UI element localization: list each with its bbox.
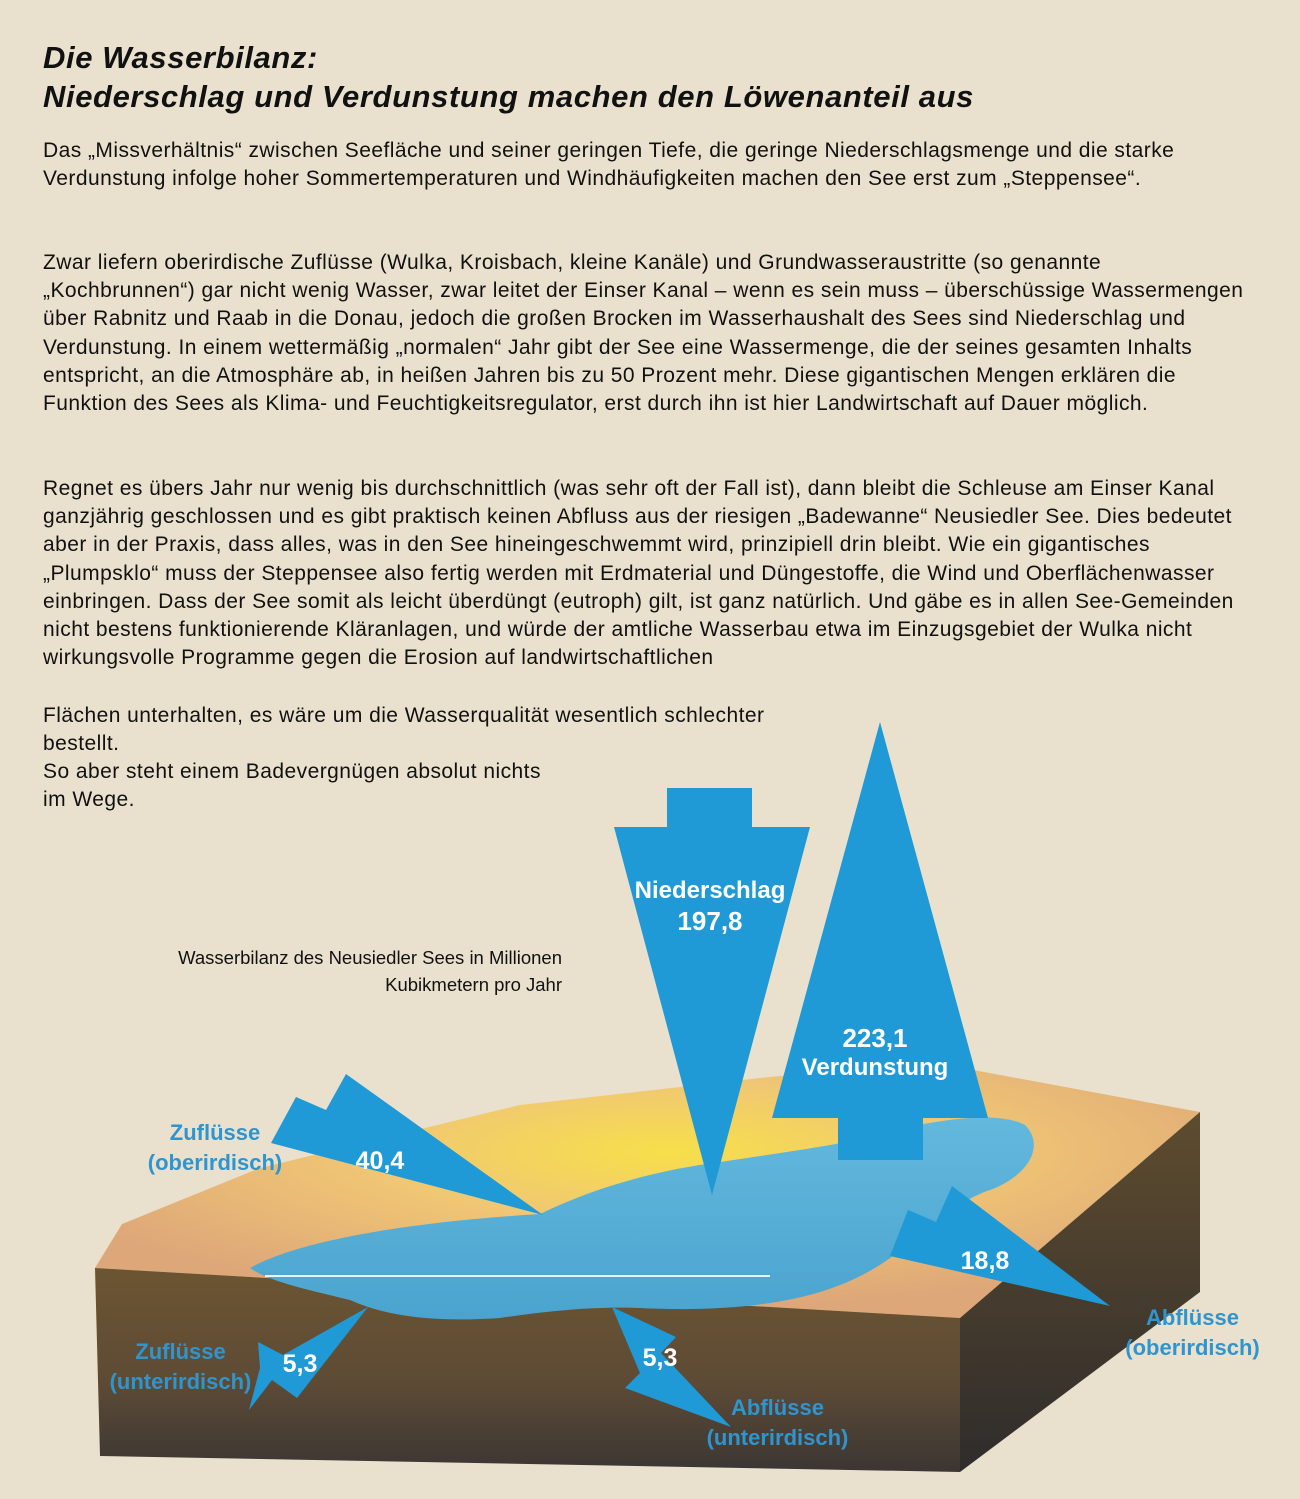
niederschlag-label xyxy=(620,876,800,936)
zufluesse-unterirdisch-label xyxy=(98,1337,263,1397)
abfluesse-oberirdisch-line-1: Abflüsse xyxy=(1146,1305,1239,1330)
paragraph-intro: Das „Missverhältnis“ zwischen Seefläche und seiner geringen Tiefe, die geringe Niederschlagsmenge und die starke Verdunstung infolge hoher Sommertemperaturen und Windhäufigkeiten machen den See erst zum „Steppensee“. xyxy=(43,139,1175,191)
zufluesse-oberirdisch-line-1: Zuflüsse xyxy=(169,1120,261,1145)
title-line-1: Die Wasserbilanz: xyxy=(43,40,318,75)
niederschlag-value: 197,8 xyxy=(677,906,743,936)
abfluesse-oberirdisch-value: 18,8 xyxy=(960,1247,1010,1275)
abfluesse-unterirdisch-label xyxy=(695,1393,860,1453)
abfluesse-unterirdisch-value: 5,3 xyxy=(642,1344,678,1372)
title-line-2: Niederschlag und Verdunstung machen den Löwenanteil aus xyxy=(43,79,975,114)
zufluesse-unterirdisch-value: 5,3 xyxy=(282,1350,318,1378)
verdunstung-arrow xyxy=(772,722,988,1160)
caption-line-1: Wasserbilanz des Neusiedler Sees in Millionen xyxy=(178,947,562,968)
verdunstung-label xyxy=(780,1023,970,1083)
paragraph-runoff: Regnet es übers Jahr nur wenig bis durchschnittlich (was sehr oft der Fall ist), dann bleibt die Schleuse am Einser Kanal ganzjährig geschlossen und es gibt praktisch keinen Abfluss aus der riesigen „Badewanne“ Neusiedler See. Dies bedeutet aber in der Praxis, dass alles, was in den See hineingeschwemmt wird, prinzipiell drin bleibt. Wie ein gigantisches „Plumpsklo“ muss der Steppensee also fertig werden mit Erdmaterial und Düngestoffe, die Wind und Oberflächenwasser einbringen. Dass der See somit als leicht überdüngt (eutroph) gilt, ist ganz natürlich. Und gäbe es in allen See-Gemeinden nicht bestens funktionierende Kläranlagen, und würde der amtliche Wasserbau etwa im Einzugsgebiet der Wulka nicht wirkungsvolle Programme gegen die Erosion auf landwirtschaftlichen xyxy=(43,477,1234,670)
abfluesse-oberirdisch-line-2: (oberirdisch) xyxy=(1125,1335,1260,1360)
verdunstung-name: Verdunstung xyxy=(801,1054,949,1081)
abfluesse-unterirdisch-line-2: (unterirdisch) xyxy=(706,1425,849,1450)
zufluesse-oberirdisch-value: 40,4 xyxy=(355,1147,405,1175)
paragraph-runoff-continued: Flächen unterhalten, es wäre um die Wasserqualität wesentlich schlechter bestellt. xyxy=(43,704,765,756)
niederschlag-name: Niederschlag xyxy=(634,877,786,904)
zufluesse-unterirdisch-line-1: Zuflüsse xyxy=(135,1339,226,1364)
caption-line-2: Kubikmetern pro Jahr xyxy=(385,974,562,995)
zufluesse-oberirdisch-label xyxy=(135,1118,295,1178)
diagram-caption xyxy=(100,944,562,998)
paragraph-closing: So aber steht einem Badevergnügen absolut nichts im Wege. xyxy=(43,760,541,812)
paragraph-water-balance: Zwar liefern oberirdische Zuflüsse (Wulka, Kroisbach, kleine Kanäle) und Grundwasseraustritte (so genannte „Kochbrunnen“) gar nicht wenig Wasser, zwar leitet der Einser Kanal – wenn es sein muss – überschüssige Wassermengen über Rabnitz und Raab in die Donau, jedoch die großen Brocken im Wasserhaushalt des Sees sind Niederschlag und Verdunstung. In einem wettermäßig „normalen“ Jahr gibt der See eine Wassermenge, die der seines gesamten Inhalts entspricht, an die Atmosphäre ab, in heißen Jahren bis zu 50 Prozent mehr. Diese gigantischen Mengen erklären die Funktion des Sees als Klima- und Feuchtigkeitsregulator, erst durch ihn ist hier Landwirtschaft auf Dauer möglich. xyxy=(43,251,1244,416)
zufluesse-unterirdisch-line-2: (unterirdisch) xyxy=(109,1369,252,1394)
abfluesse-oberirdisch-label xyxy=(1110,1303,1275,1363)
zufluesse-oberirdisch-line-2: (oberirdisch) xyxy=(147,1150,283,1175)
verdunstung-value: 223,1 xyxy=(842,1023,908,1053)
abfluesse-unterirdisch-line-1: Abflüsse xyxy=(731,1395,824,1420)
